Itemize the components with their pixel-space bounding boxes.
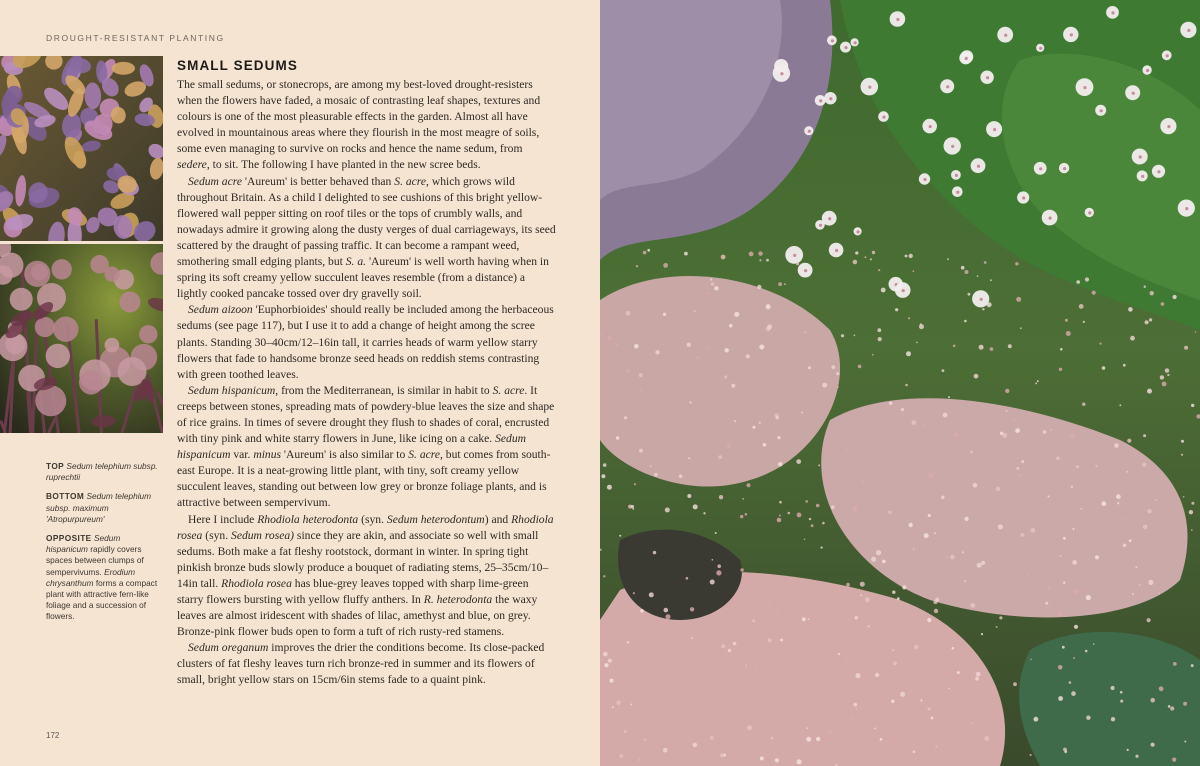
photo-sedum-hispanicum-erodium	[600, 0, 1200, 766]
photo-captions	[46, 461, 164, 631]
caption-top: TOP Sedum telephium subsp. ruprechtii	[46, 461, 158, 483]
paragraph-intro: The small sedums, or stonecrops, are among my best-loved drought-resisters when the flowers have faded, a mosaic of contrasting leaf shapes, textures and colours is one of the most pleasurable effects in the garden. Almost all have evolved in mountainous areas where they flourish in the most meagre of soils, some even managing to survive on rocks and hence the name sedum, from sedere, to sit. The following I have planted in the new scree beds.	[177, 78, 541, 172]
running-head: DROUGHT-RESISTANT PLANTING	[46, 33, 225, 43]
paragraph-sedum-acre: Sedum acre 'Aureum' is better behaved than S. acre, which grows wild throughout Britain. As a child I delighted to see cushions of this bright yellow-flowered wall pepper sitting on roof tiles or the tops of crumbly walls, and nowadays admire it growing along the dusty verges of dual carriageways, its seed scattered by the draught of passing traffic. It can become a rampant weed, smothering small edging plants, but S. a. 'Aureum' is well worth having when in spring its soft creamy yellow succulent leaves resemble (from a distance) a lightly cooked pancake tossed over dry gravelly soil.	[177, 174, 556, 301]
caption-bottom: BOTTOM Sedum telephium subsp. maximum 'Atropurpureum'	[46, 491, 152, 524]
paragraph-sedum-aizoon: Sedum aizoon 'Euphorbioides' should really be included among the herbaceous sedums (see page 117), but I use it to add a change of height among the scree plants. Standing 30–40cm/12–16in tall, it carries heads of warm yellow starry flowers that fade to handsome bronze seed heads on reddish stems contrasting with green toothed leaves.	[177, 303, 554, 381]
page-number: 172	[46, 731, 60, 740]
paragraph-rhodiola: Here I include Rhodiola heterodonta (syn. Sedum heterodontum) and Rhodiola rosea (syn. Sedum rosea) since they are akin, and associate so well with small sedums. Both make a fat fleshy rootstock, dormant in winter. In spring tight pinkish bronze buds slowly produce a bouquet of radiating stems, 25–35cm/10–14in tall. Rhodiola rosea has blue-grey leaves topped with sharp lime-green starry flowers bursting with yellow fluffy anthers. In R. heterodonta the waxy leaves are almost iridescent with shades of lilac, amethyst and blue, on grey. Bronze-pink flower buds open to form a tuft of rich rusty-red stamens.	[177, 512, 554, 639]
article-small-sedums	[177, 58, 557, 689]
paragraph-sedum-hispanicum: Sedum hispanicum, from the Mediterranean, is similar in habit to S. acre. It creeps between stones, spreading mats of powdery-blue leaves the size and shape of rice grains. In times of severe drought they flush to shades of coral, encrusted with tiny pink and white starry flowers in June, like icing on a cake. Sedum hispanicum var. minus 'Aureum' is also similar to S. acre, but comes from south-east Europe. It is a neat-growing little plant, with tiny, soft creamy yellow succulent leaves, standing out between low grey or bronze foliage plants, and is attractive between sempervivum.	[177, 383, 555, 510]
photo-sedum-telephium-ruprechtii	[0, 56, 163, 241]
section-heading: SMALL SEDUMS	[177, 58, 298, 73]
photo-sedum-maximum-atropurpureum	[0, 244, 163, 433]
paragraph-sedum-oreganum: Sedum oreganum improves the drier the conditions become. Its close-packed clusters of fat fleshy leaves turn rich bronze-red in summer and its flowers of small, bright yellow stars on 15cm/6in stems fade to a quaint pink.	[177, 641, 545, 687]
caption-opposite: OPPOSITE Sedum hispanicum rapidly covers spaces between clumps of sempervivums. Erodium chrysanthum forms a compact plant with attractive fern-like foliage and a succession of flowers.	[46, 533, 158, 622]
